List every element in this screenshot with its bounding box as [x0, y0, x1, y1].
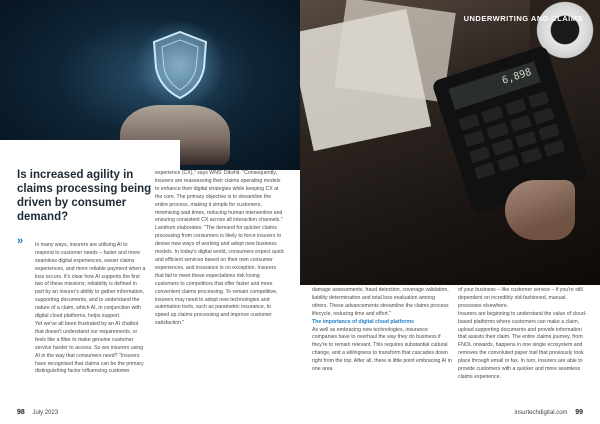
right-page: [300, 0, 600, 424]
hand: [505, 180, 575, 240]
double-chevron-icon: »: [17, 235, 24, 247]
body-column-3-text: As well as embracing new technologies, insurance companies have to overhaul the way they do business if they're to remain relevant. This requires substantial cultural change, and a willingness to transform that cascades down right from the top. After all, there is little point embracing AI in one area: [312, 326, 452, 373]
body-column-1-text: In many ways, insurers are utilising AI to respond to customer needs – faster and more seamless digital experiences, easier claims experiences, and more reliable payment when a loss occurs. It's clear how AI supports the first two of these missions; reliability is defined in part by an insurer's ability to gather information, supporting documents, and to understand the nature of a claim, which AI, in conjunction with digital cloud platforms, helps support. Yet we've all been frustrated by an AI chatbot that doesn't understand our requirements, or feels like a filter to make genuine customer service harder to access. So are insurers using AI in the way that consumers need? "Insurers have recognised that claims can be the primary distinguishing factor influencing customer: [35, 241, 146, 375]
subheading: The importance of digital cloud platforms: [312, 318, 415, 325]
headline: Is increased agility in claims processing being driven by consumer demand?: [17, 169, 152, 223]
calculator-keys: [458, 91, 565, 179]
issue-date: July 2023: [32, 410, 59, 416]
folio-right: [515, 409, 584, 416]
image-cutout: [0, 140, 180, 170]
shield-icon: [150, 30, 210, 100]
body-column-4: of your business – like customer service – if you're still dependent on incredibly old-fashioned, manual processes elsewhere. Insurers are beginning to understand the value of cloud-based platforms where customers can make a claim, upload supporting documents and provide information that assists their claim. The entire claims journey, from FNOL onwards, happens in one single ecosystem and removes the convoluted paper trail that previously took place through email or fax. In turn, insurers are able to provide customers with a quicker and more seamless claims experience.: [458, 287, 587, 380]
site-url: insurtechdigital.com: [514, 410, 568, 416]
page-number: 98: [17, 409, 25, 416]
folio-left: [17, 409, 58, 416]
body-column-2: experience (CX)," says WNS' Dikshit. "Consequently, insurers are reassessing their claims operating models to enhance their digital strategies while keeping CX at the core. The primary objective is to streamline the entire process, making it simple for customers, minimising wait times, reducing human intervention and ensuring consistent CX across all interaction channels." Landrum elaborates: "The demand for quicker claims processing from consumers is likely to force insurers to devise new ways of working and adopt new business models. In today's digital world, consumers expect quick and efficient services based on their own consumer experiences, and insurance is no exception. Insurers that fail to meet these expectations risk losing customers to competitors that offer faster and more convenient claims processing. To remain competitive, insurers may need to adopt new technologies and automation tools, such as parametric insurance, to speed up claims processing and improve customer satisfaction.": [155, 170, 285, 327]
calculator-display: 6,898: [448, 61, 540, 110]
section-label: UNDERWRITING AND CLAIMS: [463, 14, 583, 23]
body-column-3: [312, 287, 452, 374]
body-column-3-intro: damage assessments, fraud detection, coverage validation, liability determination and total loss evaluation among others. These advancements streamline the claims process lifecycle, reducing time and effort.": [312, 287, 449, 317]
hero-image-calculator: [300, 0, 600, 285]
body-column-1: [17, 234, 147, 384]
page-number: 99: [575, 409, 583, 416]
